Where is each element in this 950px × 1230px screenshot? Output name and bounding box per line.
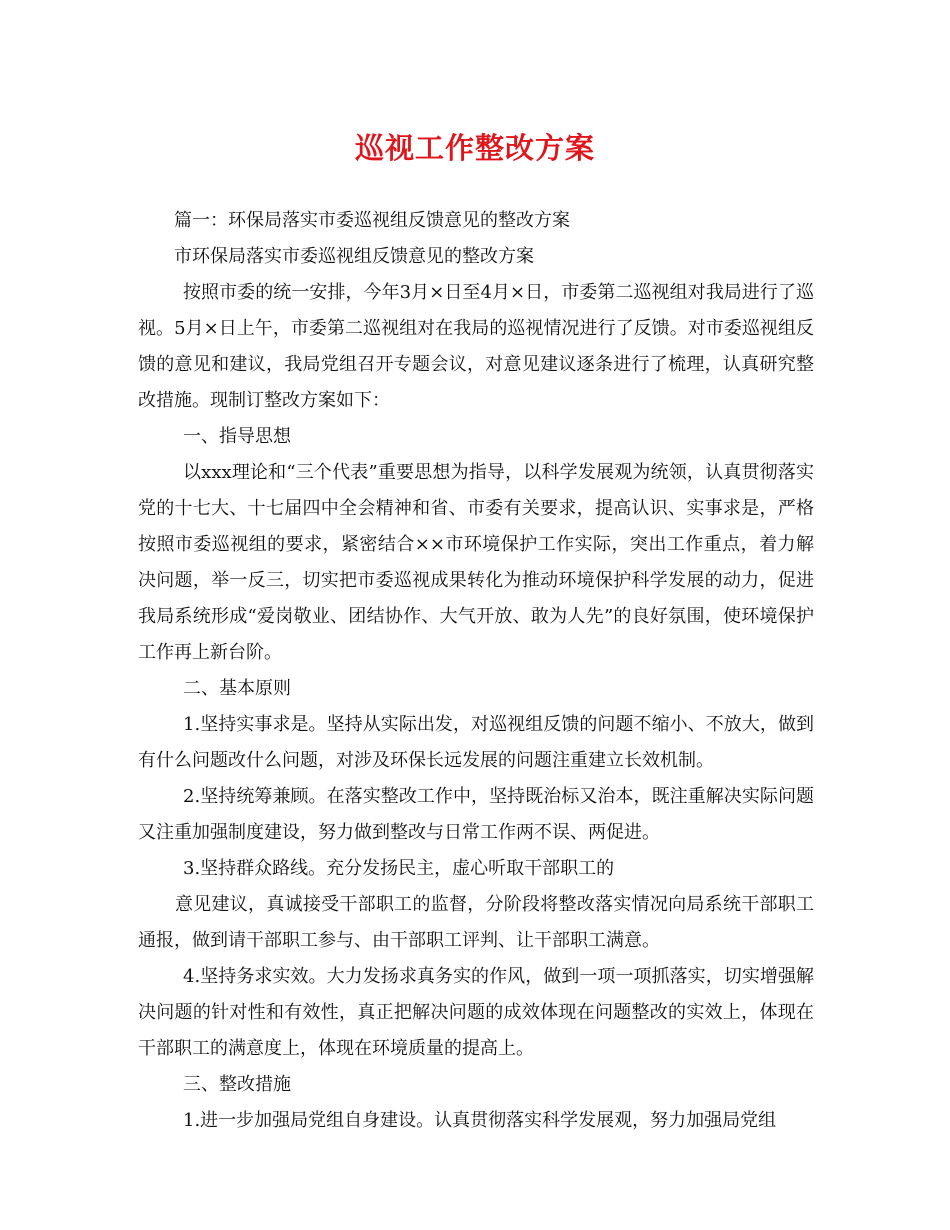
section-heading-basic-principles: 二、基本原则 (183, 678, 291, 699)
paragraph-principle-3: 3.坚持群众路线。充分发扬民主，虚心听取干部职工的 (183, 858, 615, 879)
paragraph-principle-3-continued: 意见建议，真诚接受干部职工的监督，分阶段将整改落实情况向局系统干部职工通报，做到请干部职工参与、由干部职工评判、让干部职工满意。 (138, 894, 814, 951)
paragraph-article-heading: 篇一：环保局落实市委巡视组反馈意见的整改方案 (174, 210, 570, 231)
paragraph-principle-2: 2.坚持统筹兼顾。在落实整改工作中，坚持既治标又治本，既注重解决实际问题又注重加强制度建设，努力做到整改与日常工作两不误、两促进。 (138, 786, 814, 843)
paragraph-principle-4: 4.坚持务求实效。大力发扬求真务实的作风，做到一项一项抓落实，切实增强解决问题的针对性和有效性，真正把解决问题的成效体现在问题整改的实效上，体现在干部职工的满意度上，体现在环境质量的提高上。 (138, 966, 814, 1059)
document-title: 巡视工作整改方案 (354, 131, 595, 165)
paragraph-principle-1: 1.坚持实事求是。坚持从实际出发，对巡视组反馈的问题不缩小、不放大，做到有什么问题改什么问题，对涉及环保长远发展的问题注重建立长效机制。 (138, 714, 814, 771)
section-heading-measures: 三、整改措施 (183, 1074, 291, 1095)
paragraph-measure-1: 1.进一步加强局党组自身建设。认真贯彻落实科学发展观，努力加强局党组 (183, 1110, 777, 1131)
section-heading-guiding-thought: 一、指导思想 (183, 426, 291, 447)
paragraph-guiding-thought: 以xxx理论和“三个代表”重要思想为指导，以科学发展观为统领，认真贯彻落实党的十七大、十七届四中全会精神和省、市委有关要求，提高认识、实事求是，严格按照市委巡视组的要求，紧密结合××市环境保护工作实际，突出工作重点，着力解决问题，举一反三，切实把市委巡视成果转化为推动环境保护科学发展的动力，促进我局系统形成“爱岗敬业、团结协作、大气开放、敢为人先”的良好氛围，使环境保护工作再上新台阶。 (138, 462, 814, 663)
document-body (138, 203, 814, 1139)
paragraph-intro: 按照市委的统一安排，今年3月×日至4月×日，市委第二巡视组对我局进行了巡视。5月×日上午，市委第二巡视组对在我局的巡视情况进行了反馈。对市委巡视组反馈的意见和建议，我局党组召开专题会议，对意见建议逐条进行了梳理，认真研究整改措施。现制订整改方案如下： (138, 282, 814, 411)
paragraph-subtitle: 市环保局落实市委巡视组反馈意见的整改方案 (174, 246, 534, 267)
